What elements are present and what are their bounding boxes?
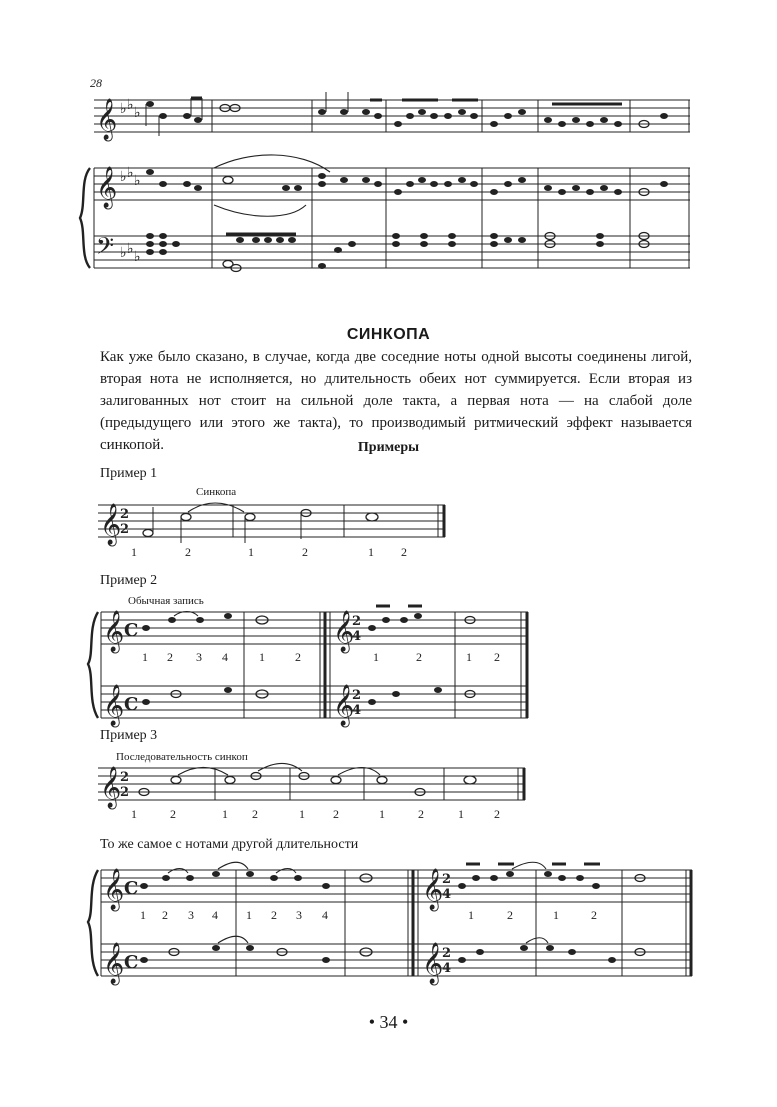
example-1-annotation: Синкопа xyxy=(196,486,237,498)
example-4-staff xyxy=(88,862,692,985)
svg-text:𝄞: 𝄞 xyxy=(103,869,125,910)
example-1-staff xyxy=(98,503,445,559)
beat-number: 1 xyxy=(553,908,559,922)
beat-number: 1 xyxy=(246,908,252,922)
svg-text:𝄞: 𝄞 xyxy=(103,943,125,984)
beat-number: 3 xyxy=(188,908,194,922)
flat-sign: ♭ xyxy=(120,101,127,117)
example-2-label: Пример 2 xyxy=(100,573,158,588)
example-3-annotation: Последовательность синкоп xyxy=(116,751,248,763)
svg-text:♭: ♭ xyxy=(127,241,134,257)
example-1-label: Пример 1 xyxy=(100,466,158,481)
page-number: • 34 • xyxy=(368,1012,409,1032)
section-title: СИНКОПА xyxy=(346,326,431,343)
bass-clef: 𝄢 xyxy=(96,232,115,265)
svg-text:𝄞: 𝄞 xyxy=(103,685,125,726)
svg-text:2: 2 xyxy=(120,770,130,785)
svg-text:2: 2 xyxy=(120,785,130,800)
svg-text:2: 2 xyxy=(120,507,130,522)
beat-number: 1 xyxy=(259,650,265,664)
beat-number: 2 xyxy=(167,650,173,664)
svg-text:♭: ♭ xyxy=(134,173,141,189)
example-4-beats xyxy=(140,908,597,922)
svg-text:♭: ♭ xyxy=(127,165,134,181)
beat-number: 2 xyxy=(302,545,308,559)
svg-text:C: C xyxy=(124,620,139,641)
flat-sign: ♭ xyxy=(127,97,134,113)
beat-number: 2 xyxy=(162,908,168,922)
svg-text:4: 4 xyxy=(442,887,452,902)
top-score xyxy=(80,92,690,272)
beat-number: 1 xyxy=(458,807,464,821)
beat-number: 2 xyxy=(401,545,407,559)
example-2-staff xyxy=(88,606,528,727)
beat-number: 2 xyxy=(185,545,191,559)
svg-text:𝄞: 𝄞 xyxy=(103,611,125,652)
beat-number: 1 xyxy=(248,545,254,559)
svg-text:♭: ♭ xyxy=(134,249,141,265)
beat-number: 2 xyxy=(170,807,176,821)
beat-number: 1 xyxy=(222,807,228,821)
svg-text:𝄞: 𝄞 xyxy=(100,767,122,808)
svg-text:♭: ♭ xyxy=(120,169,127,185)
piano-bass-staff xyxy=(94,236,690,268)
svg-text:2: 2 xyxy=(442,946,452,961)
svg-text:𝄞: 𝄞 xyxy=(422,943,444,984)
example-3-staff xyxy=(98,764,525,822)
svg-text:4: 4 xyxy=(442,961,452,976)
beat-number: 2 xyxy=(252,807,258,821)
beat-number: 2 xyxy=(271,908,277,922)
beat-number: 1 xyxy=(468,908,474,922)
beat-number: 3 xyxy=(196,650,202,664)
example-2-beats xyxy=(142,650,500,664)
flat-sign: ♭ xyxy=(134,105,141,121)
svg-text:4: 4 xyxy=(352,703,362,718)
beat-number: 1 xyxy=(140,908,146,922)
treble-clef: 𝄞 xyxy=(96,99,118,140)
svg-text:𝄞: 𝄞 xyxy=(422,869,444,910)
beat-number: 1 xyxy=(131,545,137,559)
beat-number: 4 xyxy=(322,908,328,922)
piano-brace xyxy=(80,168,90,268)
beat-number: 4 xyxy=(212,908,218,922)
beat-number: 2 xyxy=(295,650,301,664)
beat-number: 1 xyxy=(379,807,385,821)
beat-number: 2 xyxy=(416,650,422,664)
svg-text:𝄞: 𝄞 xyxy=(333,685,355,726)
example-1-beats xyxy=(131,545,407,559)
beat-number: 1 xyxy=(131,807,137,821)
svg-text:𝄞: 𝄞 xyxy=(333,611,355,652)
svg-text:C: C xyxy=(124,952,139,973)
treble-clef: 𝄞 xyxy=(96,167,118,208)
section-paragraph: Как уже было сказано, в случае, когда две соседние ноты одной высоты соединены лигой, вторая нота не исполняется, но длительность обеих нот суммируется. Если вторая из залигованных нот стоит на сильной доле такта, а первая нота — на слабой доле (предыдущего или этого же такта), то производимый ритмический эффект называется синкопой. xyxy=(100,349,692,453)
beat-number: 2 xyxy=(418,807,424,821)
svg-text:C: C xyxy=(124,694,139,715)
svg-text:4: 4 xyxy=(352,629,362,644)
beat-number: 1 xyxy=(299,807,305,821)
example-3-beats xyxy=(131,807,500,821)
svg-text:𝄞: 𝄞 xyxy=(100,504,122,545)
beat-number: 3 xyxy=(296,908,302,922)
measure-number: 28 xyxy=(90,76,102,90)
svg-text:2: 2 xyxy=(120,522,130,537)
example-2-annotation: Обычная запись xyxy=(128,595,204,607)
beat-number: 1 xyxy=(373,650,379,664)
svg-text:2: 2 xyxy=(352,688,362,703)
beat-number: 1 xyxy=(368,545,374,559)
examples-title: Примеры xyxy=(357,440,420,455)
beat-number: 4 xyxy=(222,650,228,664)
svg-text:♭: ♭ xyxy=(120,245,127,261)
svg-text:2: 2 xyxy=(352,614,362,629)
piano-notes xyxy=(146,155,668,272)
beat-number: 2 xyxy=(494,650,500,664)
beat-number: 2 xyxy=(333,807,339,821)
beat-number: 2 xyxy=(494,807,500,821)
beat-number: 2 xyxy=(591,908,597,922)
melody-notes xyxy=(146,92,668,136)
beat-number: 1 xyxy=(466,650,472,664)
example-4-label: То же самое с нотами другой длительности xyxy=(100,837,359,852)
beat-number: 1 xyxy=(142,650,148,664)
svg-text:2: 2 xyxy=(442,872,452,887)
example-3-label: Пример 3 xyxy=(100,728,158,743)
svg-text:C: C xyxy=(124,878,139,899)
beat-number: 2 xyxy=(507,908,513,922)
